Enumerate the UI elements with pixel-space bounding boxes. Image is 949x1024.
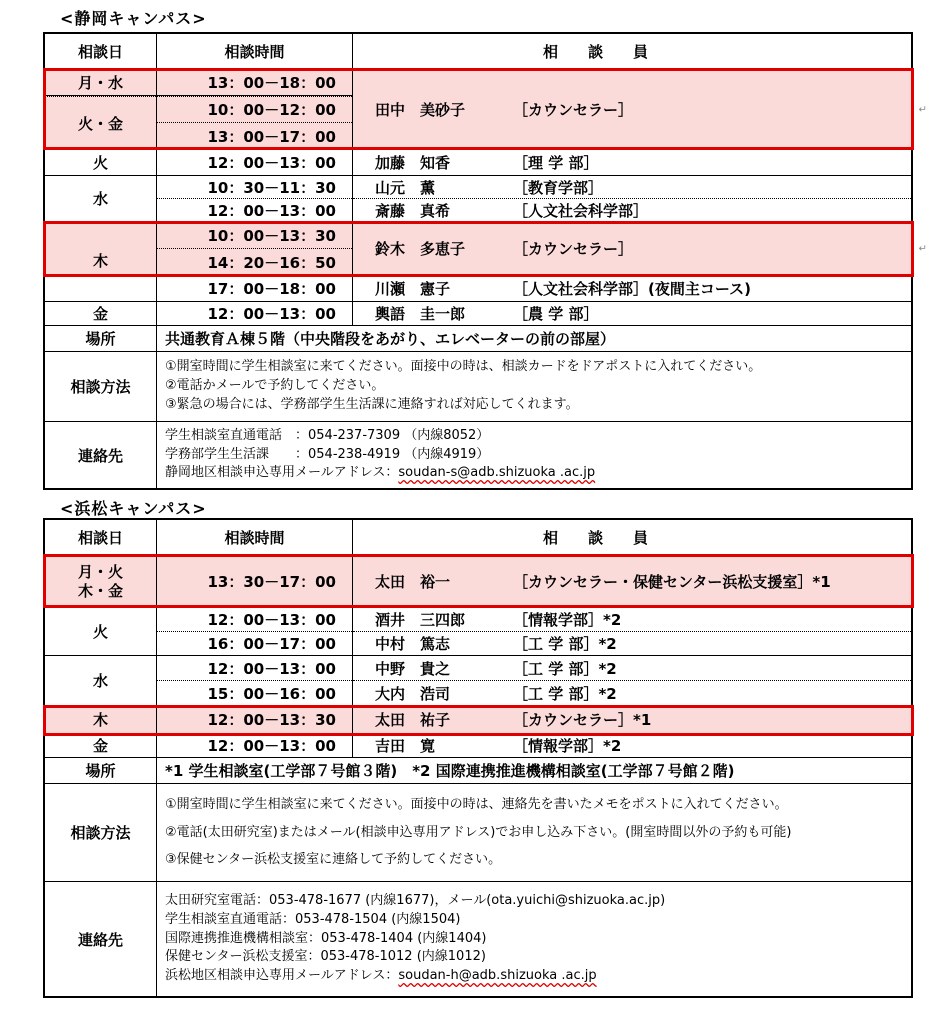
day-cell: 火 [45, 608, 157, 655]
day-cell: 金 [45, 734, 157, 757]
staff-entry [353, 608, 911, 632]
staff-name: 斎藤 真希 [375, 201, 451, 220]
method-item: ③緊急の場合には、学務部学生生活課に連絡すれば対応してくれます。 [165, 396, 579, 412]
staff-dept: ［農 学 部］ [513, 305, 599, 323]
staff-dept: ［工 学 部］*2 [513, 635, 617, 653]
header-time: 相談時間 [157, 520, 353, 555]
time-cell: 12：00－13：30 [157, 706, 353, 733]
hamamatsu-contact-row [45, 882, 911, 996]
contact-item: 国際連携推進機構相談室：053-478-1404 (内線1404) [165, 930, 487, 946]
staff-entry [353, 681, 911, 705]
time-cell [157, 176, 353, 221]
staff-cell [353, 222, 911, 275]
contact-item: 学生相談室直通電話：053-478-1504 (内線1504) [165, 911, 461, 927]
day-cell: 木 [45, 706, 157, 733]
shizuoka-row-fri [45, 302, 911, 326]
place-label: 場所 [45, 758, 157, 783]
contact-list [157, 422, 911, 488]
staff-dept: ［カウンセラー］*1 [513, 711, 652, 729]
day-cell [45, 70, 157, 149]
header-time: 相談時間 [157, 34, 353, 69]
day-line: 木・金 [77, 581, 123, 600]
day-cell [45, 556, 157, 607]
time-slot: 13：00－18：00 [157, 70, 352, 96]
time-slot: 10：00－12：00 [157, 96, 352, 122]
time-slot: 12：00－13：00 [157, 198, 352, 221]
day-cell: 火 [45, 150, 157, 175]
time-cell: 17：00－18：00 [157, 276, 353, 301]
staff-name: 鈴木 多恵子 [375, 240, 466, 258]
time-cell: 12：00－13：00 [157, 302, 353, 325]
mail-address-link[interactable]: soudan-h@adb.shizuoka .ac.jp [398, 968, 597, 984]
method-list [157, 352, 911, 421]
staff-dept: ［人文社会科学部］ [513, 201, 649, 220]
staff-entry [353, 656, 911, 681]
hamamatsu-row-ota [45, 556, 911, 608]
shizuoka-row-wed [45, 176, 911, 222]
header-staff: 相 談 員 [543, 529, 649, 547]
staff-name: 中村 篤志 [375, 635, 451, 653]
hamamatsu-title-text: <浜松キャンパス> [60, 499, 207, 518]
hamamatsu-row-fri [45, 734, 911, 758]
place-label: 場所 [45, 326, 157, 351]
method-item: ①開室時間に学生相談室に来てください。面接中の時は、連絡先を書いたメモをポストに入れてください。 [165, 796, 788, 812]
staff-cell [353, 176, 911, 221]
day-cell: 金 [45, 302, 157, 325]
hamamatsu-row-thu [45, 706, 911, 734]
staff-name: 大内 浩司 [375, 684, 451, 703]
time-cell: 12：00－13：00 [157, 150, 353, 175]
staff-cell [353, 556, 911, 607]
shizuoka-row-thu-evening [45, 276, 911, 302]
staff-dept: ［工 学 部］*2 [513, 684, 617, 703]
staff-dept: ［情報学部］*2 [513, 611, 622, 629]
method-item: ②電話(太田研究室)またはメール(相談申込専用アドレス)でお申し込み下さい。(開室時間以外の予約も可能) [165, 824, 792, 840]
time-cell: 13：30－17：00 [157, 556, 353, 607]
contact-item: 太田研究室電話：053-478-1677 (内線1677)，メール(ota.yuichi@shizuoka.ac.jp) [165, 892, 666, 908]
hamamatsu-method-row [45, 784, 911, 882]
staff-dept: ［理 学 部］ [513, 154, 599, 172]
staff-name: 山元 薫 [375, 178, 436, 197]
staff-cell [353, 656, 911, 705]
hamamatsu-table [43, 518, 913, 998]
staff-dept: ［情報学部］*2 [513, 737, 622, 755]
staff-cell [353, 706, 911, 733]
return-mark: ↵ [918, 243, 927, 254]
contact-list [157, 882, 911, 996]
time-slot: 10：30－11：30 [207, 178, 336, 197]
staff-cell [353, 276, 911, 301]
hamamatsu-row-tue [45, 608, 911, 656]
contact-item [165, 967, 597, 986]
staff-dept: ［工 学 部］*2 [513, 659, 617, 678]
method-item: ②電話かメールで予約してください。 [165, 378, 385, 394]
staff-dept: ［カウンセラー］ [513, 101, 634, 119]
shizuoka-table [43, 32, 927, 490]
staff-cell [353, 150, 911, 175]
staff-name: 吉田 寛 [375, 737, 436, 755]
day-cell: 水 [45, 656, 157, 705]
shizuoka-header-row [45, 34, 911, 70]
staff-name: 太田 祐子 [375, 711, 451, 729]
method-list [157, 784, 911, 881]
staff-name: 加藤 知香 [375, 154, 451, 172]
mail-prefix: 浜松地区相談申込専用メールアドレス： [165, 968, 399, 984]
staff-name: 輿語 圭一郎 [375, 305, 466, 323]
staff-entry [353, 176, 911, 199]
staff-cell [353, 734, 911, 757]
staff-cell [353, 70, 911, 149]
staff-name: 太田 裕一 [375, 573, 451, 591]
return-mark: ↵ [918, 104, 927, 115]
contact-item [165, 464, 595, 483]
staff-dept: ［カウンセラー・保健センター浜松支援室］*1 [513, 573, 831, 591]
staff-entry [353, 632, 911, 655]
staff-name: 酒井 三四郎 [375, 611, 466, 629]
time-slot: 12：00－13：00 [207, 659, 336, 678]
header-day: 相談日 [45, 34, 157, 69]
staff-name: 中野 貴之 [375, 659, 451, 678]
contact-item: 学務部学生生活課 ：054-238-4919 （内線4919） [165, 446, 490, 462]
day-mon-wed: 月・水 [45, 70, 156, 96]
staff-dept: ［教育学部］ [513, 178, 604, 197]
staff-dept: ［人文社会科学部］(夜間主コース) [513, 280, 751, 298]
day-cell: 水 [45, 176, 157, 221]
hamamatsu-row-wed [45, 656, 911, 706]
header-staff: 相 談 員 [543, 43, 649, 61]
day-cell [45, 276, 157, 301]
shizuoka-place-row [45, 326, 911, 352]
shizuoka-title-text: <静岡キャンパス> [60, 9, 207, 28]
method-item: ①開室時間に学生相談室に来てください。面接中の時は、相談カードをドアポストに入れてください。 [165, 359, 762, 375]
shizuoka-contact-row [45, 422, 911, 488]
time-cell [157, 222, 353, 275]
time-cell: 12：00－13：00 [157, 734, 353, 757]
hamamatsu-section-title [60, 496, 207, 519]
time-slot: 15：00－16：00 [157, 680, 352, 705]
hamamatsu-place-row [45, 758, 911, 784]
staff-name: 川瀬 憲子 [375, 280, 451, 298]
mail-prefix: 静岡地区相談申込専用メールアドレス： [165, 465, 399, 481]
method-item: ③保健センター浜松支援室に連絡して予約してください。 [165, 852, 502, 868]
place-text: *1 学生相談室(工学部７号館３階) *2 国際連携推進機構相談室(工学部７号館２階) [165, 762, 735, 780]
shizuoka-method-row [45, 352, 911, 422]
time-slot: 14：20－16：50 [157, 248, 352, 275]
day-tue-fri: 火・金 [45, 96, 156, 149]
mail-address-link[interactable]: soudan-s@adb.shizuoka .ac.jp [398, 465, 596, 481]
staff-name: 田中 美砂子 [375, 101, 466, 119]
hamamatsu-header-row [45, 520, 911, 556]
contact-item: 保健センター浜松支援室：053-478-1012 (内線1012) [165, 949, 486, 965]
time-slot: 16：00－17：00 [157, 631, 352, 655]
shizuoka-row-thu [45, 222, 927, 276]
time-slot: 12：00－13：00 [207, 611, 336, 629]
staff-entry [353, 199, 911, 221]
time-cell [157, 70, 353, 149]
staff-dept: ［カウンセラー］ [513, 240, 634, 258]
method-label: 相談方法 [45, 784, 157, 881]
time-cell [157, 656, 353, 705]
method-label: 相談方法 [45, 352, 157, 421]
contact-label: 連絡先 [45, 882, 157, 996]
staff-cell [353, 302, 911, 325]
shizuoka-section-title [60, 6, 207, 29]
contact-item: 学生相談室直通電話 ：054-237-7309 （内線8052） [165, 427, 490, 443]
place-text: 共通教育Ａ棟５階（中央階段をあがり、エレベーターの前の部屋） [165, 330, 616, 348]
time-slot: 10：00－13：30 [207, 226, 336, 245]
staff-cell [353, 608, 911, 655]
header-day: 相談日 [45, 520, 157, 555]
time-cell [157, 608, 353, 655]
contact-label: 連絡先 [45, 422, 157, 488]
day-cell: 木 [45, 222, 157, 275]
shizuoka-row-tue [45, 150, 911, 176]
day-line: 月・火 [77, 562, 123, 581]
shizuoka-row-tanaka [45, 70, 927, 150]
time-slot: 13：00－17：00 [157, 122, 352, 149]
